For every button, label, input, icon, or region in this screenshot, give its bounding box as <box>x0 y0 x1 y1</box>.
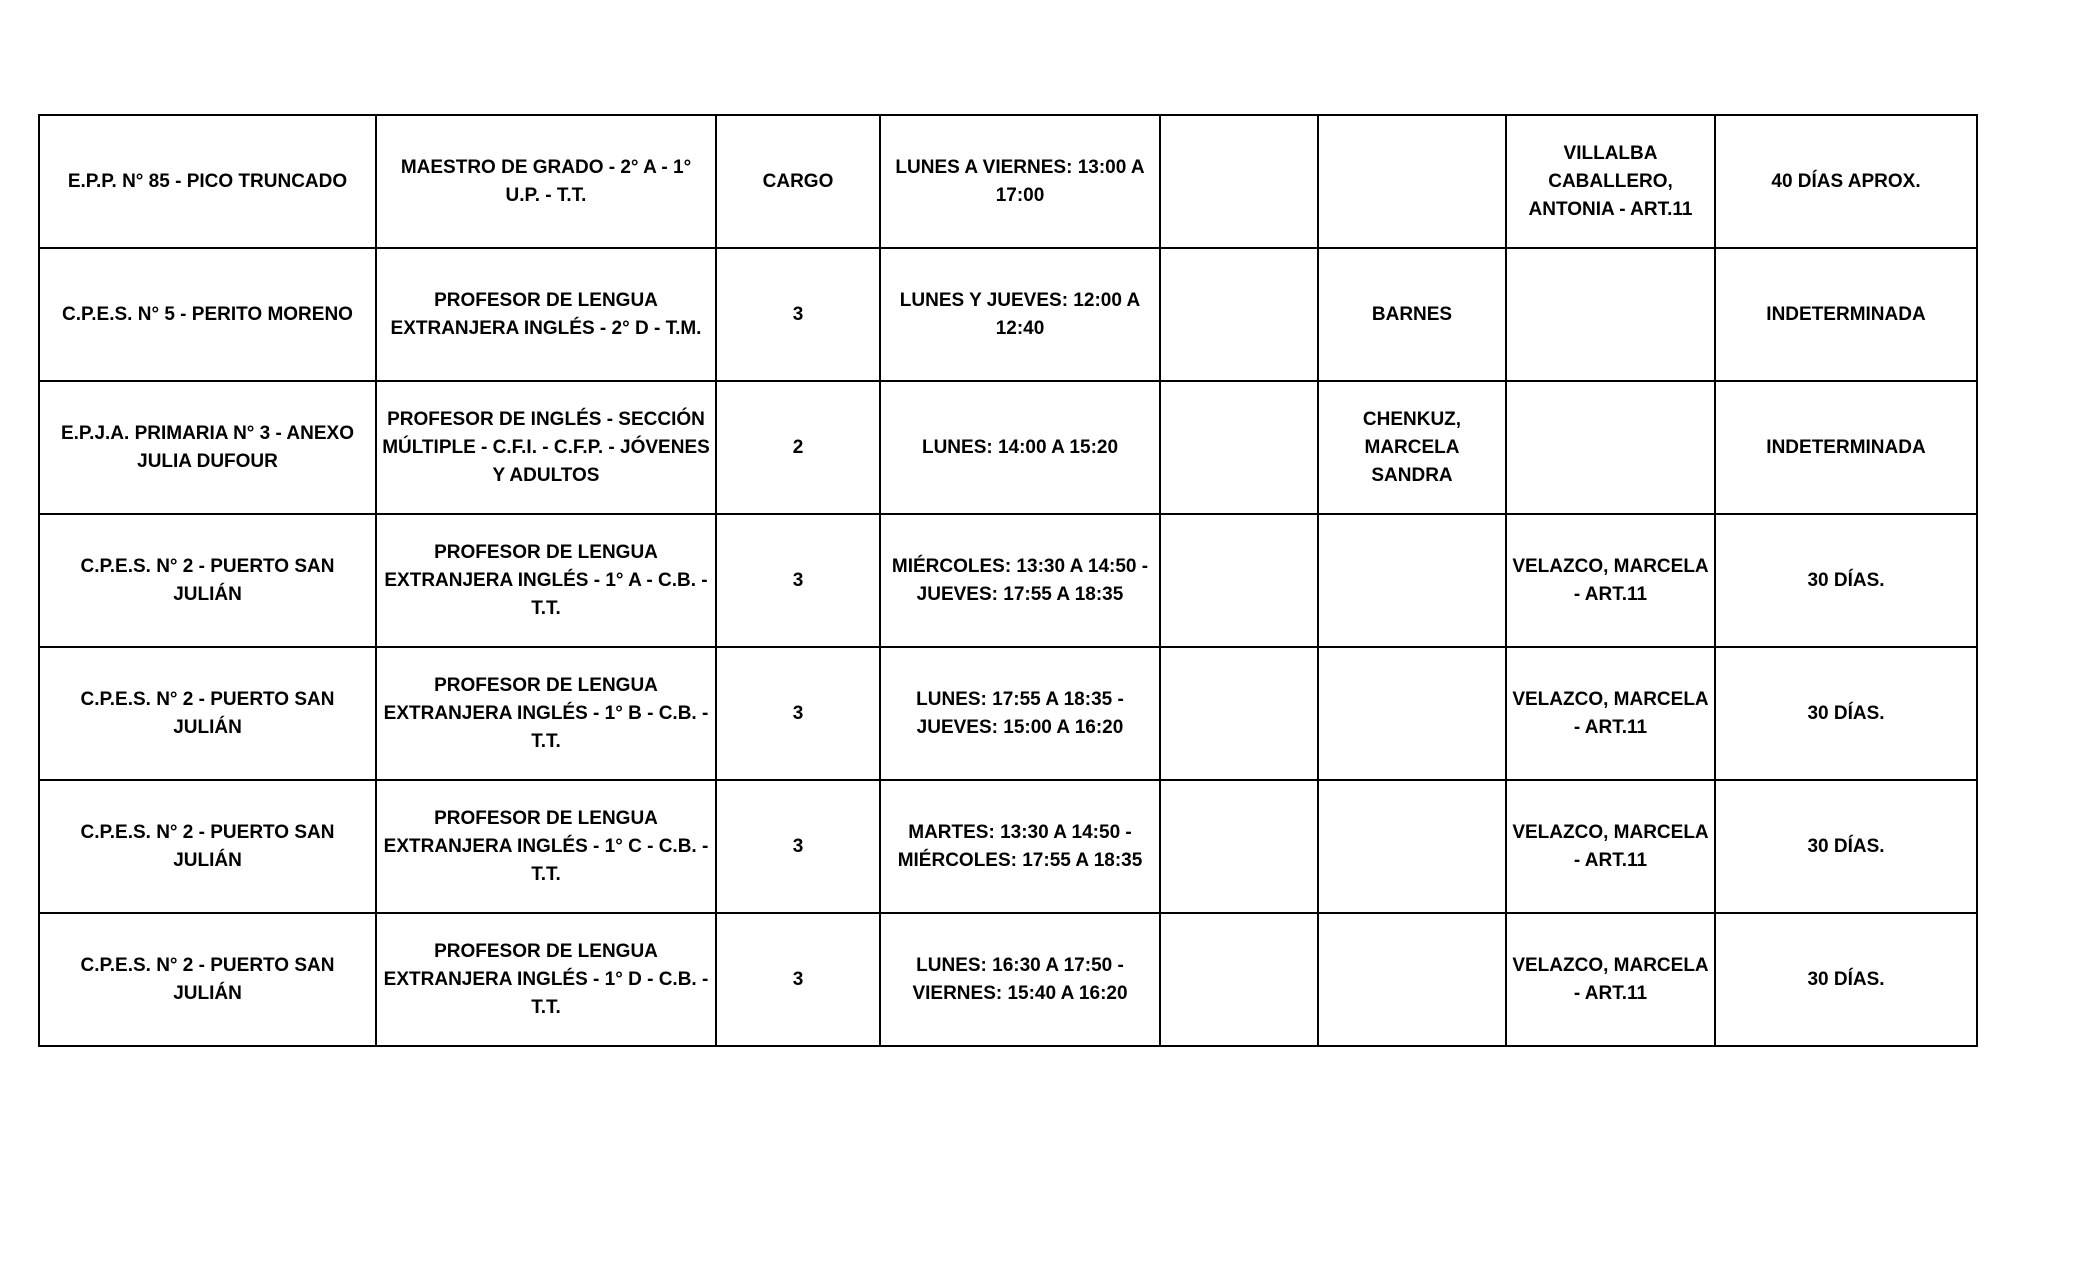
hours-cell: 3 <box>716 647 880 780</box>
duration-cell: 30 DÍAS. <box>1715 647 1977 780</box>
empty-cell <box>1160 115 1318 248</box>
hours-cell: 3 <box>716 913 880 1046</box>
holder-cell: BARNES <box>1318 248 1506 381</box>
holder-cell <box>1318 647 1506 780</box>
hours-cell: 3 <box>716 780 880 913</box>
empty-cell <box>1160 381 1318 514</box>
schedule-cell: MIÉRCOLES: 13:30 A 14:50 - JUEVES: 17:55 A 18:35 <box>880 514 1160 647</box>
table-row <box>39 514 1977 647</box>
holder-cell <box>1318 913 1506 1046</box>
schedule-cell: LUNES A VIERNES: 13:00 A 17:00 <box>880 115 1160 248</box>
holder-cell: CHENKUZ, MARCELA SANDRA <box>1318 381 1506 514</box>
schedule-cell: LUNES: 17:55 A 18:35 - JUEVES: 15:00 A 16:20 <box>880 647 1160 780</box>
holder-cell <box>1318 115 1506 248</box>
replaces-cell: VELAZCO, MARCELA - ART.11 <box>1506 514 1715 647</box>
school-cell: C.P.E.S. N° 2 - PUERTO SAN JULIÁN <box>39 647 376 780</box>
replaces-cell <box>1506 381 1715 514</box>
school-cell: E.P.J.A. PRIMARIA N° 3 - ANEXO JULIA DUFOUR <box>39 381 376 514</box>
duration-cell: 40 DÍAS APROX. <box>1715 115 1977 248</box>
replaces-cell: VELAZCO, MARCELA - ART.11 <box>1506 647 1715 780</box>
table-row <box>39 381 1977 514</box>
vacancy-table-body <box>39 115 1977 1046</box>
holder-cell <box>1318 514 1506 647</box>
hours-cell: 3 <box>716 248 880 381</box>
position-cell: PROFESOR DE LENGUA EXTRANJERA INGLÉS - 1° D - C.B. - T.T. <box>376 913 716 1046</box>
table-row <box>39 248 1977 381</box>
hours-cell: CARGO <box>716 115 880 248</box>
school-cell: E.P.P. N° 85 - PICO TRUNCADO <box>39 115 376 248</box>
holder-cell <box>1318 780 1506 913</box>
schedule-cell: LUNES: 14:00 A 15:20 <box>880 381 1160 514</box>
position-cell: PROFESOR DE LENGUA EXTRANJERA INGLÉS - 2° D - T.M. <box>376 248 716 381</box>
position-cell: PROFESOR DE LENGUA EXTRANJERA INGLÉS - 1° A - C.B. - T.T. <box>376 514 716 647</box>
duration-cell: 30 DÍAS. <box>1715 514 1977 647</box>
empty-cell <box>1160 647 1318 780</box>
empty-cell <box>1160 913 1318 1046</box>
duration-cell: 30 DÍAS. <box>1715 780 1977 913</box>
table-row <box>39 115 1977 248</box>
schedule-cell: LUNES Y JUEVES: 12:00 A 12:40 <box>880 248 1160 381</box>
empty-cell <box>1160 248 1318 381</box>
duration-cell: INDETERMINADA <box>1715 381 1977 514</box>
empty-cell <box>1160 514 1318 647</box>
school-cell: C.P.E.S. N° 2 - PUERTO SAN JULIÁN <box>39 514 376 647</box>
replaces-cell: VILLALBA CABALLERO, ANTONIA - ART.11 <box>1506 115 1715 248</box>
school-cell: C.P.E.S. N° 2 - PUERTO SAN JULIÁN <box>39 780 376 913</box>
vacancy-table <box>38 114 1978 1047</box>
hours-cell: 3 <box>716 514 880 647</box>
position-cell: PROFESOR DE LENGUA EXTRANJERA INGLÉS - 1° C - C.B. - T.T. <box>376 780 716 913</box>
table-row <box>39 913 1977 1046</box>
position-cell: PROFESOR DE LENGUA EXTRANJERA INGLÉS - 1° B - C.B. - T.T. <box>376 647 716 780</box>
table-row <box>39 647 1977 780</box>
school-cell: C.P.E.S. N° 2 - PUERTO SAN JULIÁN <box>39 913 376 1046</box>
duration-cell: INDETERMINADA <box>1715 248 1977 381</box>
replaces-cell: VELAZCO, MARCELA - ART.11 <box>1506 780 1715 913</box>
position-cell: MAESTRO DE GRADO - 2° A - 1° U.P. - T.T. <box>376 115 716 248</box>
hours-cell: 2 <box>716 381 880 514</box>
empty-cell <box>1160 780 1318 913</box>
school-cell: C.P.E.S. N° 5 - PERITO MORENO <box>39 248 376 381</box>
replaces-cell <box>1506 248 1715 381</box>
schedule-cell: LUNES: 16:30 A 17:50 - VIERNES: 15:40 A 16:20 <box>880 913 1160 1046</box>
position-cell: PROFESOR DE INGLÉS - SECCIÓN MÚLTIPLE - C.F.I. - C.F.P. - JÓVENES Y ADULTOS <box>376 381 716 514</box>
table-row <box>39 780 1977 913</box>
replaces-cell: VELAZCO, MARCELA - ART.11 <box>1506 913 1715 1046</box>
duration-cell: 30 DÍAS. <box>1715 913 1977 1046</box>
schedule-cell: MARTES: 13:30 A 14:50 - MIÉRCOLES: 17:55 A 18:35 <box>880 780 1160 913</box>
